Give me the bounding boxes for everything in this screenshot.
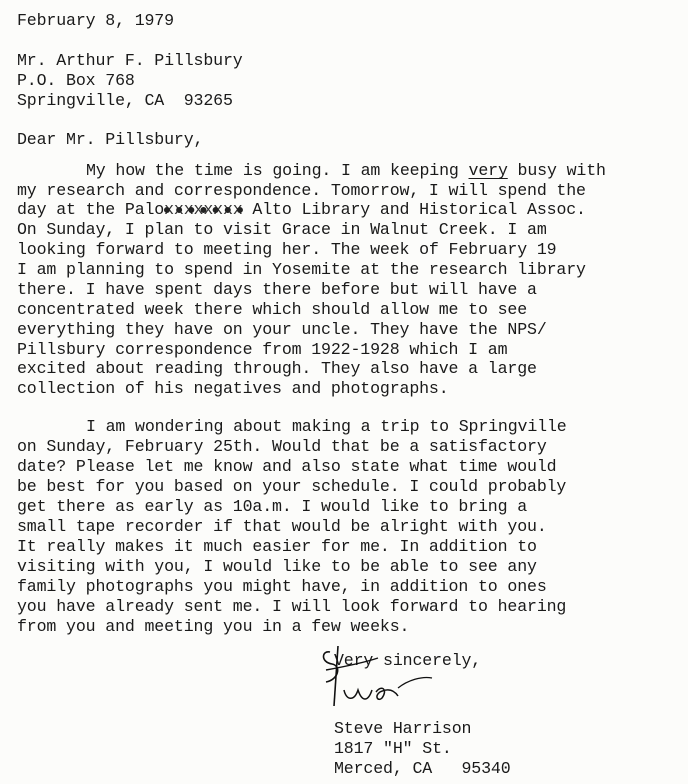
closing: Very sincerely,	[334, 651, 482, 670]
paragraph2-line: on Sunday, February 25th. Would that be a satisfactory	[17, 437, 547, 456]
text-span: day at the Palo	[17, 200, 165, 219]
paragraph1-line: Pillsbury correspondence from 1922-1928 which I am	[17, 340, 508, 359]
paragraph2-line: you have already sent me. I will look forward to hearing	[17, 597, 567, 616]
underlined-word: very	[468, 161, 508, 180]
paragraph1-line: collection of his negatives and photographs.	[17, 379, 449, 398]
paragraph1-line	[17, 199, 586, 220]
handwritten-signature	[318, 640, 438, 712]
struck-out-text: xxxxxxxx	[164, 200, 243, 219]
paragraph1-line: concentrated week there which should allow me to see	[17, 300, 528, 319]
sender-name: Steve Harrison	[334, 719, 472, 738]
paragraph2-line: visiting with you, I would like to be able to see any	[17, 557, 537, 576]
paragraph1-line: I am planning to spend in Yosemite at the research library	[17, 260, 586, 279]
text-span: Alto Library and Historical Assoc.	[242, 200, 586, 219]
text-span: busy with	[507, 161, 606, 180]
paragraph2-line: I am wondering about making a trip to Springville	[86, 417, 567, 436]
paragraph2-line: date? Please let me know and also state what time would	[17, 457, 557, 476]
recipient-name: Mr. Arthur F. Pillsbury	[17, 51, 243, 70]
paragraph1-line: my research and correspondence. Tomorrow, I will spend the	[17, 181, 586, 200]
paragraph2-line: small tape recorder if that would be alright with you.	[17, 517, 547, 536]
paragraph1-line: On Sunday, I plan to visit Grace in Walnut Creek. I am	[17, 220, 547, 239]
sender-city: Merced, CA 95340	[334, 759, 511, 778]
recipient-city: Springville, CA 93265	[17, 91, 233, 110]
paragraph2-line: be best for you based on your schedule. I could probably	[17, 477, 567, 496]
paragraph2-line: It really makes it much easier for me. In addition to	[17, 537, 537, 556]
sender-street: 1817 "H" St.	[334, 739, 452, 758]
recipient-box: P.O. Box 768	[17, 71, 135, 90]
paragraph2-line: get there as early as 10a.m. I would like to bring a	[17, 497, 528, 516]
paragraph1-line: there. I have spent days there before but will have a	[17, 280, 537, 299]
paragraph1-line: excited about reading through. They also have a large	[17, 359, 537, 378]
paragraph2-line: family photographs you might have, in addition to ones	[17, 577, 547, 596]
text-span: My how the time is going. I am keeping	[86, 161, 469, 180]
paragraph2-line: from you and meeting you in a few weeks.	[17, 617, 410, 636]
salutation: Dear Mr. Pillsbury,	[17, 130, 204, 149]
paragraph1-line: everything they have on your uncle. They have the NPS/	[17, 320, 547, 339]
paragraph1-line	[86, 160, 606, 181]
paragraph1-line: looking forward to meeting her. The week of February 19	[17, 240, 557, 259]
letter-date: February 8, 1979	[17, 11, 174, 30]
